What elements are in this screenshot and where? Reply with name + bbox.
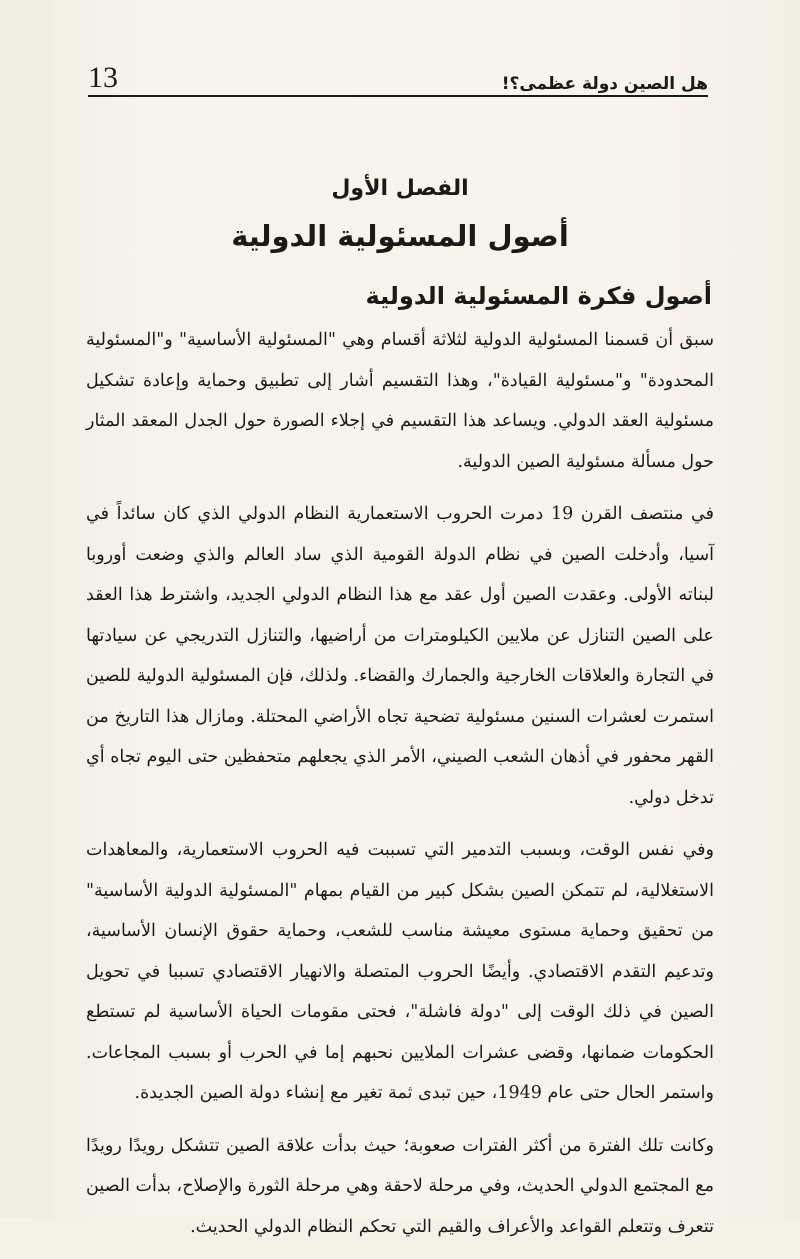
- section-heading: أصول فكرة المسئولية الدولية: [365, 282, 712, 310]
- paragraph: سبق أن قسمنا المسئولية الدولية لثلاثة أقسام وهي "المسئولية الأساسية" و"المسئولية المحدودة" و"مسئولية القيادة"، وهذا التقسيم أشار إلى تطبيق وحماية وإعادة تشكيل مسئولية العقد الدولي. ويساعد هذا التقسيم في إجلاء الصورة حول الجدل المعقد المثار حول مسألة مسئولية الصين الدولية.: [86, 330, 714, 472]
- page-number: 13: [88, 61, 118, 94]
- body-text: [86, 320, 714, 1259]
- paragraph: وفي نفس الوقت، وبسبب التدمير التي تسببت فيه الحروب الاستعمارية، والمعاهدات الاستغلالية، لم تتمكن الصين بشكل كبير من القيام بمهام "المسئولية الدولية الأساسية" من تحقيق وحماية مستوى معيشة مناسب للشعب، وحماية حقوق الإنسان الأساسية، وتدعيم التقدم الاقتصادي. وأيضًا الحروب المتصلة والانهيار الاقتصادي تسببا في تحويل الصين في ذلك الوقت إلى "دولة فاشلة"، فحتى مقومات الحياة الأساسية لم تستطع الحكومات ضمانها، وقضى عشرات الملايين نحبهم إما في الحرب أو بسبب المجاعات. واستمر الحال حتى عام 1949، حين تبدى ثمة تغير مع إنشاء دولة الصين الجديدة.: [86, 840, 714, 1103]
- chapter-title: أصول المسئولية الدولية: [231, 219, 569, 253]
- paragraph: وكانت تلك الفترة من أكثر الفترات صعوبة؛ حيث بدأت علاقة الصين تتشكل رويدًا رويدًا مع المجتمع الدولي الحديث، وفي مرحلة لاحقة وهي مرحلة الثورة والإصلاح، بدأت الصين تتعرف وتتعلم القواعد والأعراف والقيم التي تحكم النظام الدولي الحديث.: [86, 1135, 714, 1237]
- header-divider: [88, 95, 708, 97]
- page-header: [88, 60, 708, 96]
- paragraph: في منتصف القرن 19 دمرت الحروب الاستعمارية النظام الدولي الذي كان سائداً في آسيا، وأدخلت الصين في نظام الدولة القومية الذي ساد العالم والذي وضعت أوروبا لبناته الأولى. وعقدت الصين أول عقد مع هذا النظام الدولي الجديد، واشترط هذا العقد على الصين التنازل عن ملايين الكيلومترات من أراضيها، والتنازل التدريجي عن سيادتها في التجارة والعلاقات الخارجية والجمارك والقضاء. ولذلك، فإن المسئولية الدولية للصين استمرت لعشرات السنين مسئولية تضحية تجاه الأراضي المحتلة. ومازال هذا التاريخ من القهر محفور في أذهان الشعب الصيني، الأمر الذي يجعلهم متحفظين حتى اليوم تجاه أي تدخل دولي.: [86, 504, 714, 808]
- chapter-label: الفصل الأول: [331, 176, 469, 201]
- running-title: هل الصين دولة عظمى؟!: [501, 74, 708, 94]
